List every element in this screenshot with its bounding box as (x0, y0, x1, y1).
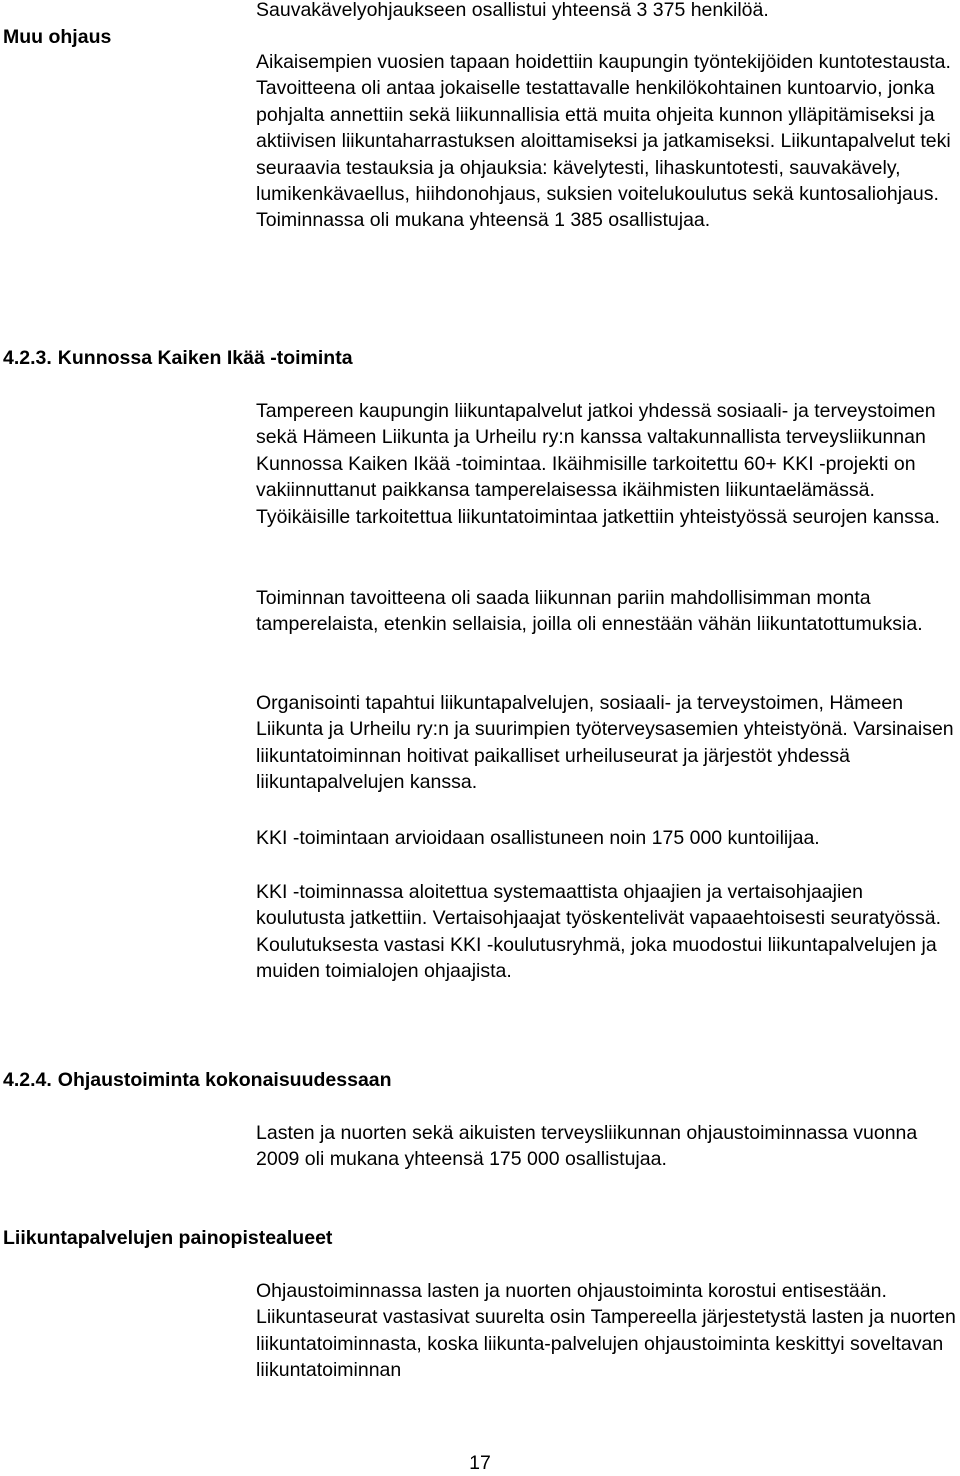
section-label-muu-ohjaus: Muu ohjaus (3, 26, 112, 48)
paragraph-kki-organisointi: Organisointi tapahtui liikuntapalvelujen, sosiaali- ja terveystoimen, Hämeen Liikunta ja Urheilu ry:n ja suurimpien työterveysasemien yhteistyönä. Varsinaisen liikuntatoiminnan hoitivat paikalliset urheiluseurat ja järjestöt yhdessä liikuntapalvelujen kanssa. (256, 692, 954, 794)
paragraph-kuntotestaus: Aikaisempien vuosien tapaan hoidettiin kaupungin työntekijöiden kuntotestausta. Tavoitteena oli antaa jokaiselle testattavalle henkilökohtainen kuntoarvio, jonka pohjalta annettiin sekä liikunnallisia että muita ohjeita kunnon ylläpitämiseksi ja aktiivisen liikuntaharrastuksen aloittamiseksi ja jatkamiseksi. Liikuntapalvelut teki seuraavia testauksia ja ohjauksia: kävelytesti, lihaskuntotesti, sauvakävely, lumikenkävaellus, hiihdonohjaus, suksien voitelukoulutus sekä kuntosaliohjaus. Toiminnassa oli mukana yhteensä 1 385 osallistujaa. (256, 51, 951, 232)
paragraph-kki-intro: Tampereen kaupungin liikuntapalvelut jatkoi yhdessä sosiaali- ja terveystoimen sekä Hämeen Liikunta ja Urheilu ry:n kanssa valtakunnallista terveysliikunnan Kunnossa Kaiken Ikää -toimintaa. Ikäihmisille tarkoitettu 60+ KKI -projekti on vakiinnuttanut paikkansa tamperelaisessa ikäihmisten liikuntaelämässä. Työikäisille tarkoitettua liikuntatoimintaa jatkettiin yhteistyössä seurojen kanssa. (256, 400, 940, 528)
section-number: 4.2.4. (3, 1069, 52, 1091)
paragraph-kki-tavoite: Toiminnan tavoitteena oli saada liikunnan pariin mahdollisimman monta tamperelaista, etenkin sellaisia, joilla oli ennestään vähän liikuntatottumuksia. (256, 587, 923, 636)
page-number: 17 (469, 1452, 491, 1474)
section-title: Ohjaustoiminta kokonaisuudessaan (57, 1069, 392, 1091)
paragraph-kki-osallistujat: KKI -toimintaan arvioidaan osallistuneen noin 175 000 kuntoilijaa. (256, 827, 820, 849)
paragraph-sauvakavely: Sauvakävelyohjaukseen osallistui yhteensä 3 375 henkilöä. (256, 0, 769, 21)
section-heading-4-2-3 (3, 345, 353, 371)
paragraph-kki-koulutus: KKI -toiminnassa aloitettua systemaattista ohjaajien ja vertaisohjaajien koulutusta jatkettiin. Vertaisohjaajat työskentelivät vapaaehtoisesti seuratyössä. Koulutuksesta vastasi KKI -koulutusryhmä, joka muodostui liikuntapalvelujen ja muiden toimialojen ohjaajista. (256, 881, 942, 983)
paragraph-ohjaustoiminta: Lasten ja nuorten sekä aikuisten terveysliikunnan ohjaustoiminnassa vuonna 2009 oli mukana yhteensä 175 000 osallistujaa. (256, 1122, 918, 1171)
section-number: 4.2.3. (3, 347, 52, 369)
section-label-painopistealueet: Liikuntapalvelujen painopistealueet (3, 1227, 333, 1249)
paragraph-painopistealueet: Ohjaustoiminnassa lasten ja nuorten ohjaustoiminta korostui entisestään. Liikuntaseurat vastasivat suurelta osin Tampereella järjestetystä lasten ja nuorten liikuntatoiminnasta, koska liikunta-palvelujen ohjaustoiminta keskittyi soveltavan liikuntatoiminnan (256, 1280, 956, 1382)
section-heading-4-2-4 (3, 1067, 392, 1093)
section-title: Kunnossa Kaiken Ikää -toiminta (57, 347, 353, 369)
